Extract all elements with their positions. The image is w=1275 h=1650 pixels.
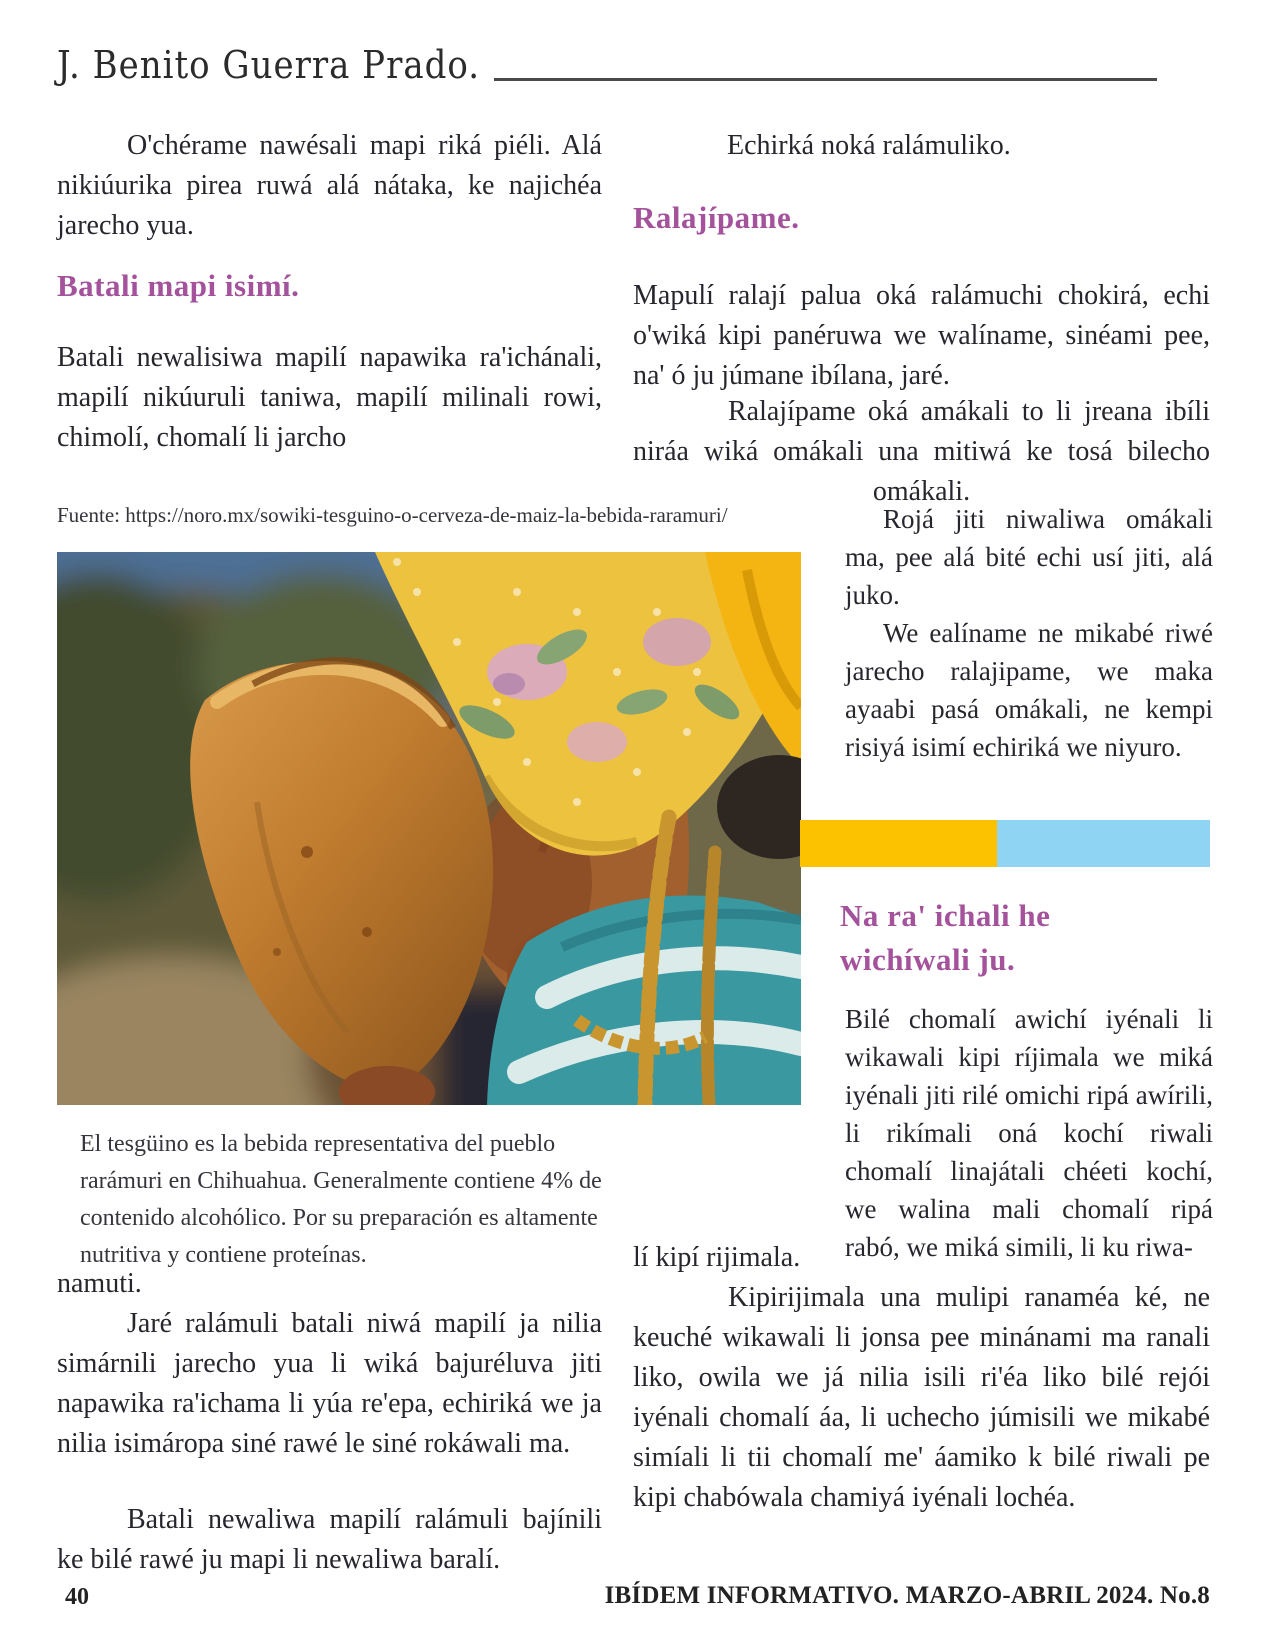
right-paragraph-0: Echirká noká ralámuliko. (727, 130, 1011, 161)
header-rule (494, 78, 1157, 81)
left-paragraph-3: namuti. (57, 1268, 142, 1299)
right-paragraph-6: Kipirijimala una mulipi ranaméa ké, ne keuché wikawali li jonsa pee minánami ma ranali liko, owila we já nilia isili ri'éa liko bilé rejói iyénali chomalí áa, li uchecho júmisili we mikabé simíali li tii chomalí me' áamiko k bilé riwali pe kipi chabówala chamiyá iyénali lochéa. (633, 1282, 1210, 1513)
section-heading-wichiwali: Na ra' ichali he wichíwali ju. (840, 898, 1051, 977)
photo-source: Fuente: https://noro.mx/sowiki-tesguino-o-cerveza-de-maiz-la-bebida-raramuri/ (57, 503, 728, 527)
right-paragraph-5b: lí kipí rijimala. (633, 1242, 801, 1273)
section-heading-batali: Batali mapi isimí. (57, 268, 300, 303)
left-paragraph-1: O'chérame nawésali mapi riká piéli. Alá nikiúurika pirea ruwá alá nátaka, ke najichéa jarecho yua. (57, 130, 602, 241)
photo-caption: El tesgüino es la bebida representativa del pueblo rarámuri en Chihuahua. Generalmente contiene 4% de contenido alcohólico. Por su preparación es altamente nutritiva y contiene proteínas. (80, 1131, 602, 1268)
left-paragraph-2: Batali newalisiwa mapilí napawika ra'ichánali, mapilí nikúuruli taniwa, mapilí milinali rowi, chimolí, chomalí li jarcho (57, 342, 602, 453)
footer-journal: IBÍDEM INFORMATIVO. MARZO-ABRIL 2024. No.8 (604, 1582, 1210, 1609)
right-paragraph-1: Mapulí ralají palua oká ralámuchi chokirá, echi o'wiká kipi panéruwa we walíname, sinéami pee, na' ó ju júmane ibílana, jaré. (633, 280, 1210, 391)
right-paragraph-4: We ealíname ne mikabé riwé jarecho ralajipame, we maka ayaabi pasá omákali, ne kempi risiyá isimí echiriká we niyuro. (845, 618, 1213, 762)
tesguino-photo (57, 552, 801, 1105)
author-name: J. Benito Guerra Prado. (57, 43, 481, 88)
color-bar-yellow (800, 820, 997, 867)
right-paragraph-3: Rojá jiti niwaliwa omákali ma, pee alá bité echi usí jiti, alá juko. (845, 504, 1213, 610)
left-paragraph-4: Jaré ralámuli batali niwá mapilí ja nilia simárnili jarecho yua li wiká bajuréluva jiti napawika ra'ichama li yúa re'epa, echiriká we ja nilia isimáropa siné rawé le siné rokáwali ma. (57, 1308, 602, 1459)
right-paragraph-2: Ralajípame oká amákali to li jreana ibíli niráa wiká omákali una mitiwá ke tosá bilecho omákali. (633, 396, 1210, 507)
right-paragraph-5: Bilé chomalí awichí iyénali li wikawali kipi ríjimala we miká iyénali jiti rilé omichi ripá awírili, li rikímali oná kochí riwali chomalí linajátali chéeti kochí, we walina mali chomalí ripá rabó, we miká simili, li ku riwa- (845, 1004, 1213, 1262)
page-header (57, 43, 1157, 88)
color-bar-blue (997, 820, 1210, 867)
left-paragraph-5: Batali newaliwa mapilí ralámuli bajínili ke bilé rawé ju mapi li newaliwa baralí. (57, 1504, 602, 1575)
page-number: 40 (65, 1584, 89, 1610)
tesguino-photo-illustration (57, 552, 801, 1105)
section-heading-ralajipame: Ralajípame. (633, 200, 800, 235)
